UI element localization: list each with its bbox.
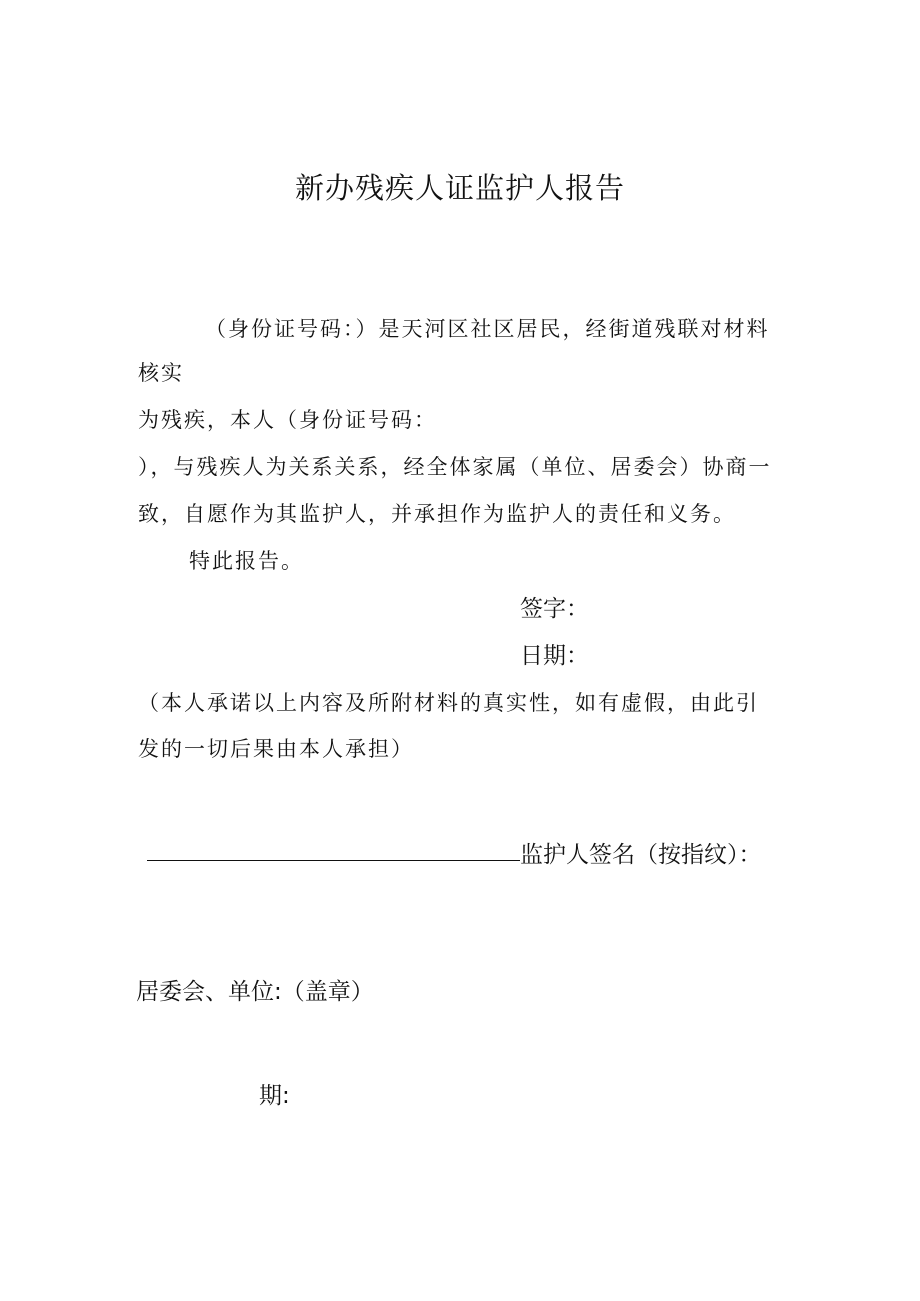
paragraph-line-5: 致，自愿作为其监护人，并承担作为监护人的责任和义务。 xyxy=(138,502,736,526)
guardian-signature-label: 监护人签名（按指纹）： xyxy=(520,842,762,868)
paragraph-line-4: ），与残疾人为关系关系，经全体家属（单位、居委会）协商一 xyxy=(138,455,772,479)
pledge-line-1: （本人承诺以上内容及所附材料的真实性，如有虚假，由此引 xyxy=(138,691,759,715)
committee-seal-label: 居委会、单位:（盖章） xyxy=(136,979,374,1005)
guardian-signature-blank-line xyxy=(147,860,520,861)
signature-label: 签字： xyxy=(520,596,589,622)
closing-text: 特此报告。 xyxy=(189,549,304,573)
pledge-line-2: 发的一切后果由本人承担） xyxy=(138,737,414,761)
paragraph-line-2: 核实 xyxy=(138,361,184,385)
date-short-label: 期: xyxy=(259,1083,290,1109)
paragraph-line-1: （身份证号码：）是天河区社区居民，经街道残联对材料 xyxy=(205,317,770,341)
page-title: 新办残疾人证监护人报告 xyxy=(294,171,625,205)
date-label: 日期： xyxy=(520,643,589,669)
paragraph-line-3: 为残疾，本人（身份证号码： xyxy=(138,408,437,432)
